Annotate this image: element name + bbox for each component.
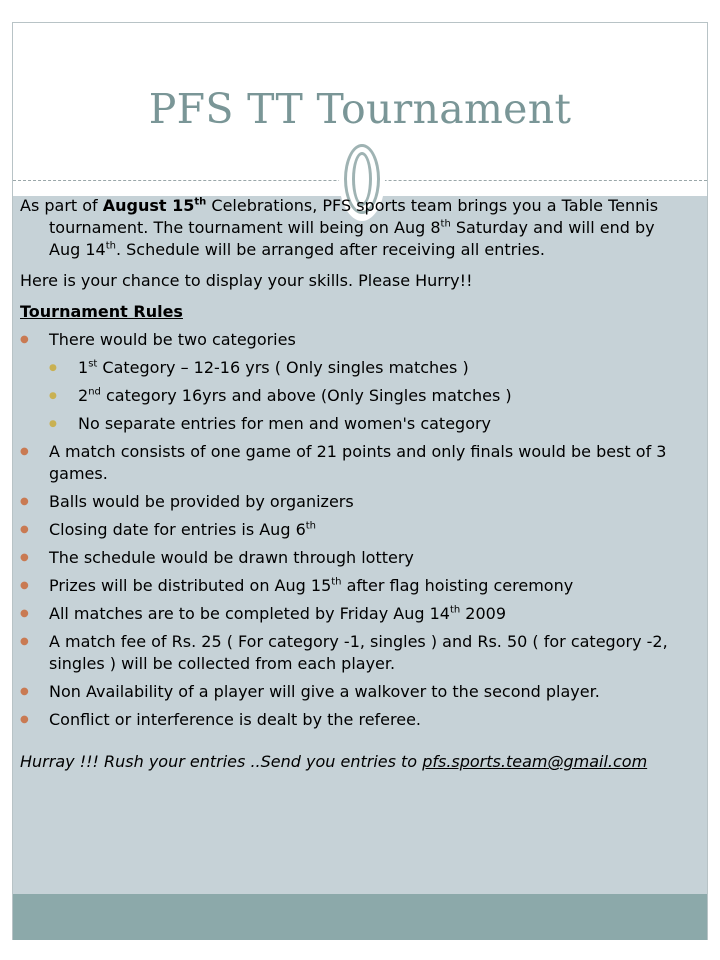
rule-text: after flag hoisting ceremony xyxy=(341,576,574,595)
closing-text: Hurray !!! Rush your entries ..Send you entries to xyxy=(20,752,423,771)
intro-paragraph xyxy=(20,195,680,261)
email-link[interactable]: pfs.sports.team@gmail.com xyxy=(422,752,648,771)
bullet-icon: ● xyxy=(49,363,57,373)
chance-paragraph: Here is your chance to display your skills. Please Hurry!! xyxy=(20,271,473,290)
bullet-icon: ● xyxy=(49,391,57,401)
rule-text: Balls would be provided by organizers xyxy=(49,492,354,511)
rule-text: No separate entries for men and women's category xyxy=(78,414,492,433)
list-item xyxy=(20,631,680,675)
rule-text: Category – 12-16 yrs ( Only singles matches ) xyxy=(97,358,469,377)
rule-text: category 16yrs and above (Only Singles matches ) xyxy=(100,386,512,405)
bullet-icon: ● xyxy=(20,496,29,507)
body-text xyxy=(20,195,680,782)
intro-text-4: . Schedule will be arranged after receiving all entries. xyxy=(115,240,545,259)
page-title: PFS TT Tournament xyxy=(148,85,572,133)
rule-text: Prizes will be distributed on Aug 15 xyxy=(49,576,332,595)
list-item xyxy=(20,413,680,435)
spacer xyxy=(20,737,680,751)
bullet-icon: ● xyxy=(20,446,29,457)
list-item xyxy=(20,441,680,485)
intro-text-3: Saturday and will end by Aug 14 xyxy=(49,218,655,259)
list-item xyxy=(20,519,680,541)
bullet-icon: ● xyxy=(20,636,29,647)
bottom-bar xyxy=(13,894,707,940)
intro-bold-date xyxy=(103,196,207,215)
intro-text-1: As part of xyxy=(20,196,103,215)
bullet-icon: ● xyxy=(20,552,29,563)
intro-sup-2: th xyxy=(440,218,451,230)
bullet-icon: ● xyxy=(49,419,57,429)
list-item xyxy=(20,491,680,513)
intro-bold-text: August 15 xyxy=(102,196,195,215)
intro-bold-sup: th xyxy=(194,196,207,208)
bullet-icon: ● xyxy=(20,524,29,535)
rule-text: The schedule would be drawn through lottery xyxy=(49,548,414,567)
rule-text: Non Availability of a player will give a walkover to the second player. xyxy=(49,682,600,701)
list-item xyxy=(20,357,680,379)
rule-text: Conflict or interference is dealt by the referee. xyxy=(49,710,422,729)
rule-text: 2 xyxy=(78,386,89,405)
rules-list xyxy=(20,329,680,731)
list-item xyxy=(20,575,680,597)
rule-text: A match consists of one game of 21 points and only finals would be best of 3 games. xyxy=(49,442,667,483)
rule-text: There would be two categories xyxy=(49,330,296,349)
list-item xyxy=(20,547,680,569)
bullet-icon: ● xyxy=(20,334,29,345)
bullet-icon: ● xyxy=(20,714,29,725)
list-item xyxy=(20,603,680,625)
bullet-icon: ● xyxy=(20,608,29,619)
list-item xyxy=(20,329,680,351)
rule-text: 2009 xyxy=(460,604,507,623)
list-item xyxy=(20,385,680,407)
rules-heading: Tournament Rules xyxy=(20,302,183,321)
rule-sup: th xyxy=(449,604,461,616)
list-item xyxy=(20,709,680,731)
list-item xyxy=(20,681,680,703)
rule-text: 1 xyxy=(78,358,89,377)
rule-text: A match fee of Rs. 25 ( For category -1, singles ) and Rs. 50 ( for category -2, singles ) will be collected from each player. xyxy=(49,632,668,673)
rule-sup: th xyxy=(305,520,317,532)
rule-sup: th xyxy=(331,576,342,588)
intro-sup-3: th xyxy=(105,240,116,252)
closing-paragraph xyxy=(20,751,680,773)
rule-text: Closing date for entries is Aug 6 xyxy=(49,520,306,539)
rule-text: All matches are to be completed by Friday Aug 14 xyxy=(49,604,450,623)
rule-sup: nd xyxy=(88,386,101,398)
bullet-icon: ● xyxy=(20,686,29,697)
intro-text-2: Celebrations, PFS sports team brings you a Table Tennis tournament. The tournament will being on Aug 8 xyxy=(49,196,659,237)
bullet-icon: ● xyxy=(20,580,29,591)
rule-sup: st xyxy=(88,358,98,370)
